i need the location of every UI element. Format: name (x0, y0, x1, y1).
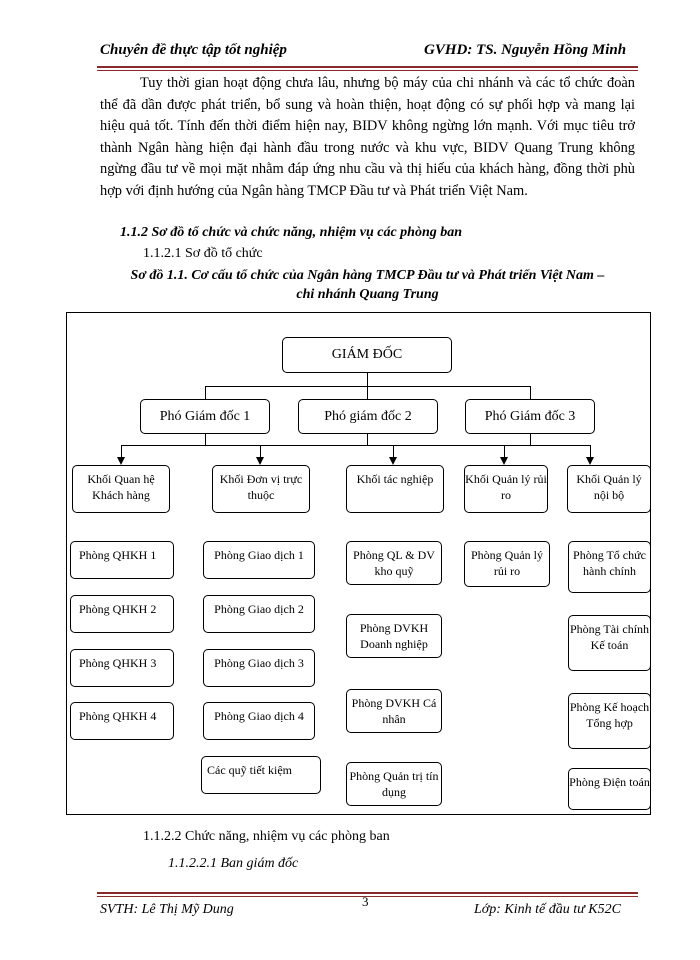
dept-transaction-1: Phòng Giao dịch 1 (203, 541, 315, 579)
dept-qhkh-4: Phòng QHKH 4 (70, 702, 174, 740)
connector (205, 386, 206, 399)
dept-risk-management: Phòng Quản lý rủi ro (464, 541, 550, 587)
dept-credit-administration: Phòng Quản trị tín dụng (346, 762, 442, 806)
dept-qhkh-3: Phòng QHKH 3 (70, 649, 174, 687)
block-affiliated-units: Khối Đơn vị trực thuộc (212, 465, 310, 513)
dept-planning: Phòng Kế hoạch Tổng hợp (568, 693, 651, 749)
arrow-down-icon (256, 457, 264, 465)
caption-line-2: chi nhánh Quang Trung (296, 287, 439, 302)
deputy-director-3: Phó Giám đốc 3 (465, 399, 595, 434)
section-heading-1-1-2-1: 1.1.2.1 Sơ đồ tổ chức (143, 246, 263, 261)
header-left: Chuyên đề thực tập tốt nghiệp (100, 42, 287, 58)
arrow-down-icon (117, 457, 125, 465)
connector (367, 373, 368, 386)
savings-funds: Các quỹ tiết kiệm (201, 756, 321, 794)
section-heading-1-1-2-2: 1.1.2.2 Chức năng, nhiệm vụ các phòng ban (143, 829, 390, 844)
dept-transaction-4: Phòng Giao dịch 4 (203, 702, 315, 740)
org-chart-frame (66, 312, 651, 815)
dept-transaction-2: Phòng Giao dịch 2 (203, 595, 315, 633)
section-heading-1-1-2: 1.1.2 Sơ đồ tổ chức và chức năng, nhiệm vụ các phòng ban (120, 225, 463, 240)
block-customer-relations: Khối Quan hệ Khách hàng (72, 465, 170, 513)
connector (367, 434, 368, 445)
footer-left: SVTH: Lê Thị Mỹ Dung (100, 902, 234, 917)
deputy-director-2: Phó giám đốc 2 (298, 399, 438, 434)
dept-corporate-services: Phòng DVKH Doanh nghiệp (346, 614, 442, 658)
deputy-director-1: Phó Giám đốc 1 (140, 399, 270, 434)
block-operations: Khối tác nghiệp (346, 465, 444, 513)
dept-qhkh-1: Phòng QHKH 1 (70, 541, 174, 579)
dept-it: Phòng Điện toán (568, 768, 651, 810)
caption-line-1: Sơ đồ 1.1. Cơ cấu tổ chức của Ngân hàng TMCP Đầu tư và Phát triển Việt Nam – (130, 268, 605, 283)
figure-caption (100, 266, 635, 304)
connector (530, 434, 531, 445)
dept-qhkh-2: Phòng QHKH 2 (70, 595, 174, 633)
section-heading-1-1-2-2-1: 1.1.2.2.1 Ban giám đốc (168, 856, 299, 871)
page-number: 3 (362, 894, 369, 909)
block-internal-management: Khối Quản lý nội bộ (567, 465, 651, 513)
director-box: GIÁM ĐỐC (282, 337, 452, 373)
arrow-down-icon (389, 457, 397, 465)
dept-retail-services: Phòng DVKH Cá nhân (346, 689, 442, 733)
connector (367, 386, 368, 399)
header-right: GVHD: TS. Nguyễn Hồng Minh (424, 42, 627, 58)
intro-paragraph: Tuy thời gian hoạt động chưa lâu, nhưng bộ máy của chi nhánh và các tổ chức đoàn thể đã dần được phát triển, bổ sung và hoàn thiện, hoạt động có sự phối hợp và mang lại hiệu quả tốt. Tính đến thời điểm hiện nay, BIDV không ngừng lớn mạnh. Với mục tiêu trở thành Ngân hàng hiện đại hành đầu trong nước và khu vực, BIDV Quang Trung không ngừng đầu tư về mọi mặt nhằm đáp ứng nhu cầu và thị hiếu của khách hàng, đồng thời phù hợp với định hướng của Ngân hàng TMCP Đầu tư và Phát triển Việt Nam. (100, 75, 635, 199)
connector (530, 386, 531, 399)
block-risk-management: Khối Quản lý rủi ro (464, 465, 548, 513)
dept-finance-accounting: Phòng Tài chính Kế toán (568, 615, 651, 671)
header-rule (97, 66, 638, 71)
arrow-down-icon (500, 457, 508, 465)
footer-right: Lớp: Kinh tế đầu tư K52C (474, 902, 621, 917)
dept-treasury: Phòng QL & DV kho quỹ (346, 541, 442, 585)
connector (121, 445, 590, 446)
arrow-down-icon (586, 457, 594, 465)
dept-admin-hr: Phòng Tổ chức hành chính (568, 541, 651, 593)
dept-transaction-3: Phòng Giao dịch 3 (203, 649, 315, 687)
connector (205, 434, 206, 445)
